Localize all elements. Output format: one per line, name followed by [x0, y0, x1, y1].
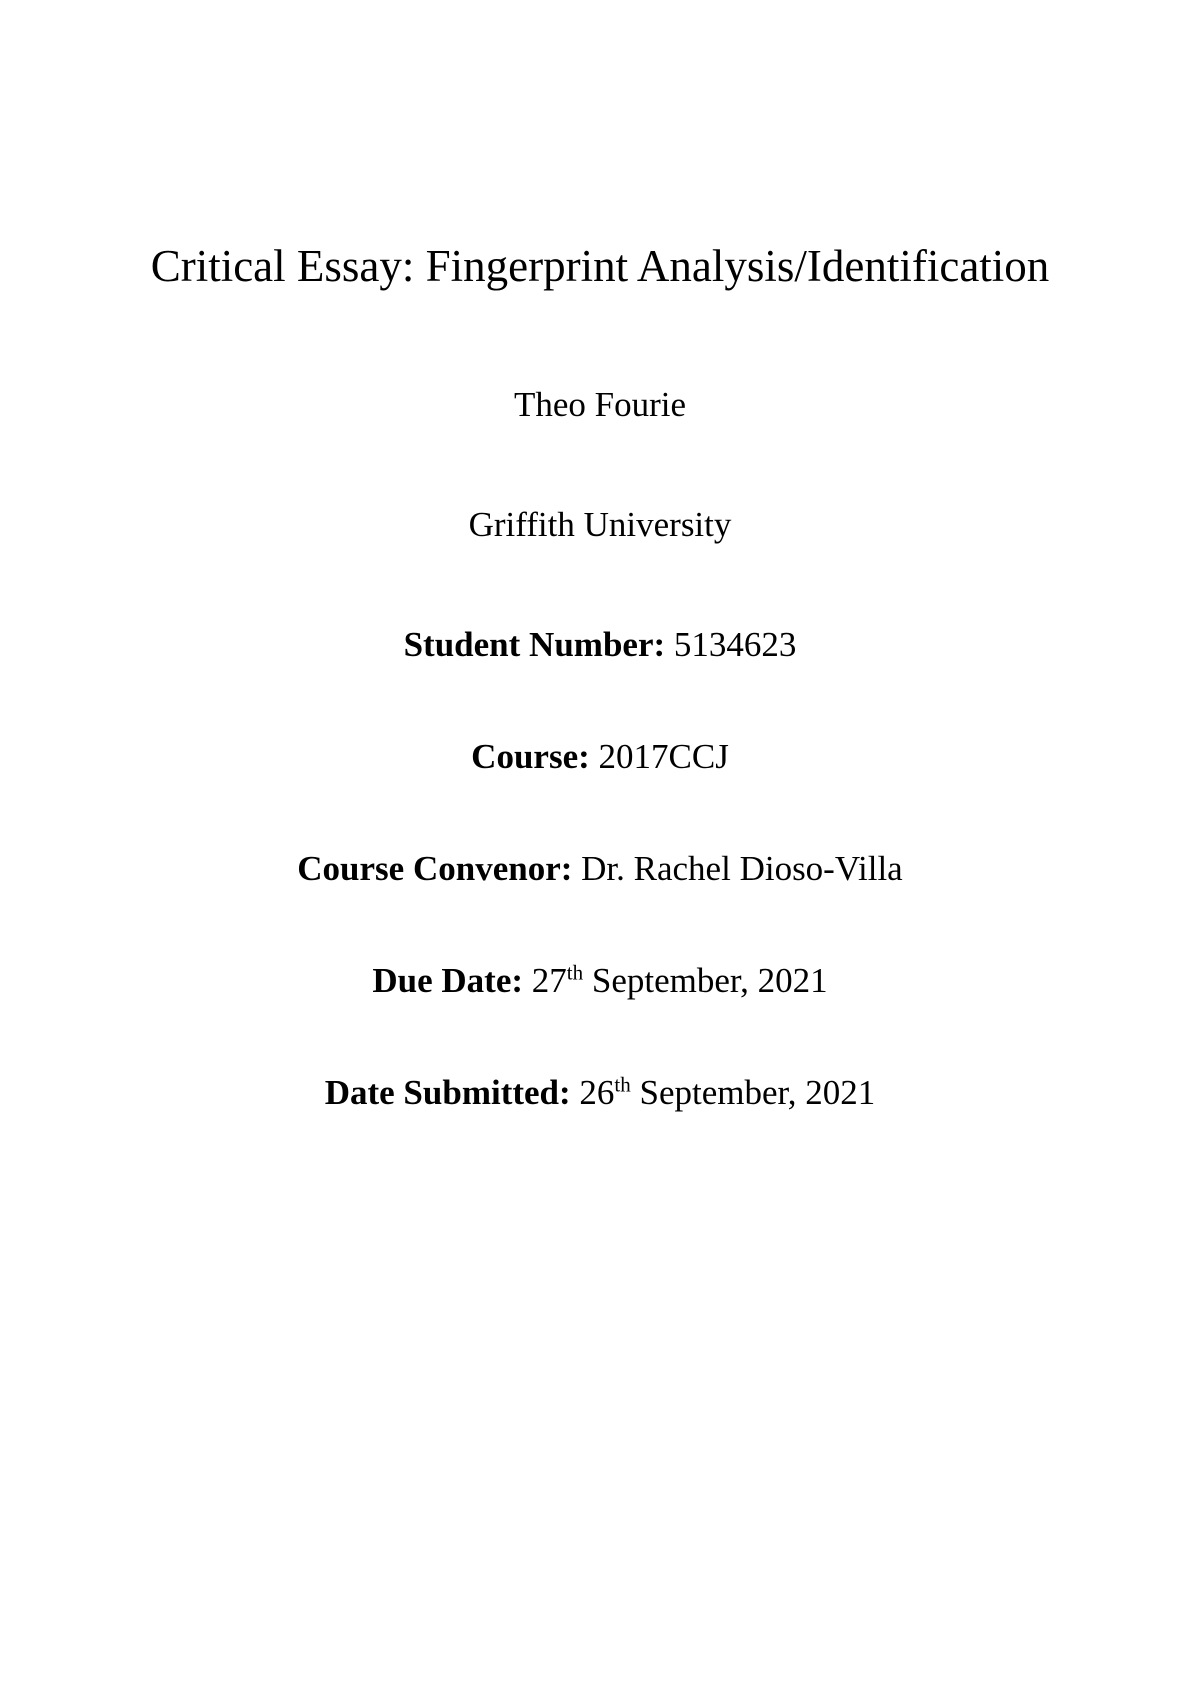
essay-title: Critical Essay: Fingerprint Analysis/Identification — [150, 241, 1050, 291]
date-submitted-day: 26 — [579, 1073, 615, 1112]
course-value: 2017CCJ — [598, 737, 729, 776]
date-submitted-suffix: th — [614, 1072, 631, 1097]
student-number-value: 5134623 — [673, 625, 797, 664]
due-date-label: Due Date: — [372, 961, 524, 1000]
due-date-rest: September, 2021 — [591, 961, 828, 1000]
author-name: Theo Fourie — [513, 385, 687, 424]
date-submitted-line — [0, 1072, 1200, 1112]
course-convenor-line — [0, 851, 1200, 886]
date-submitted-rest: September, 2021 — [639, 1073, 876, 1112]
course-convenor-label: Course Convenor: — [297, 849, 573, 888]
student-number-line — [0, 627, 1200, 662]
student-number-label: Student Number: — [403, 625, 666, 664]
course-label: Course: — [471, 737, 590, 776]
university-name: Griffith University — [468, 505, 732, 544]
due-date-suffix: th — [566, 960, 584, 985]
date-submitted-label: Date Submitted: — [324, 1073, 571, 1112]
course-convenor-value: Dr. Rachel Dioso-Villa — [581, 849, 903, 888]
due-date-line — [0, 960, 1200, 1000]
due-date-day: 27 — [531, 961, 567, 1000]
course-line — [0, 739, 1200, 774]
